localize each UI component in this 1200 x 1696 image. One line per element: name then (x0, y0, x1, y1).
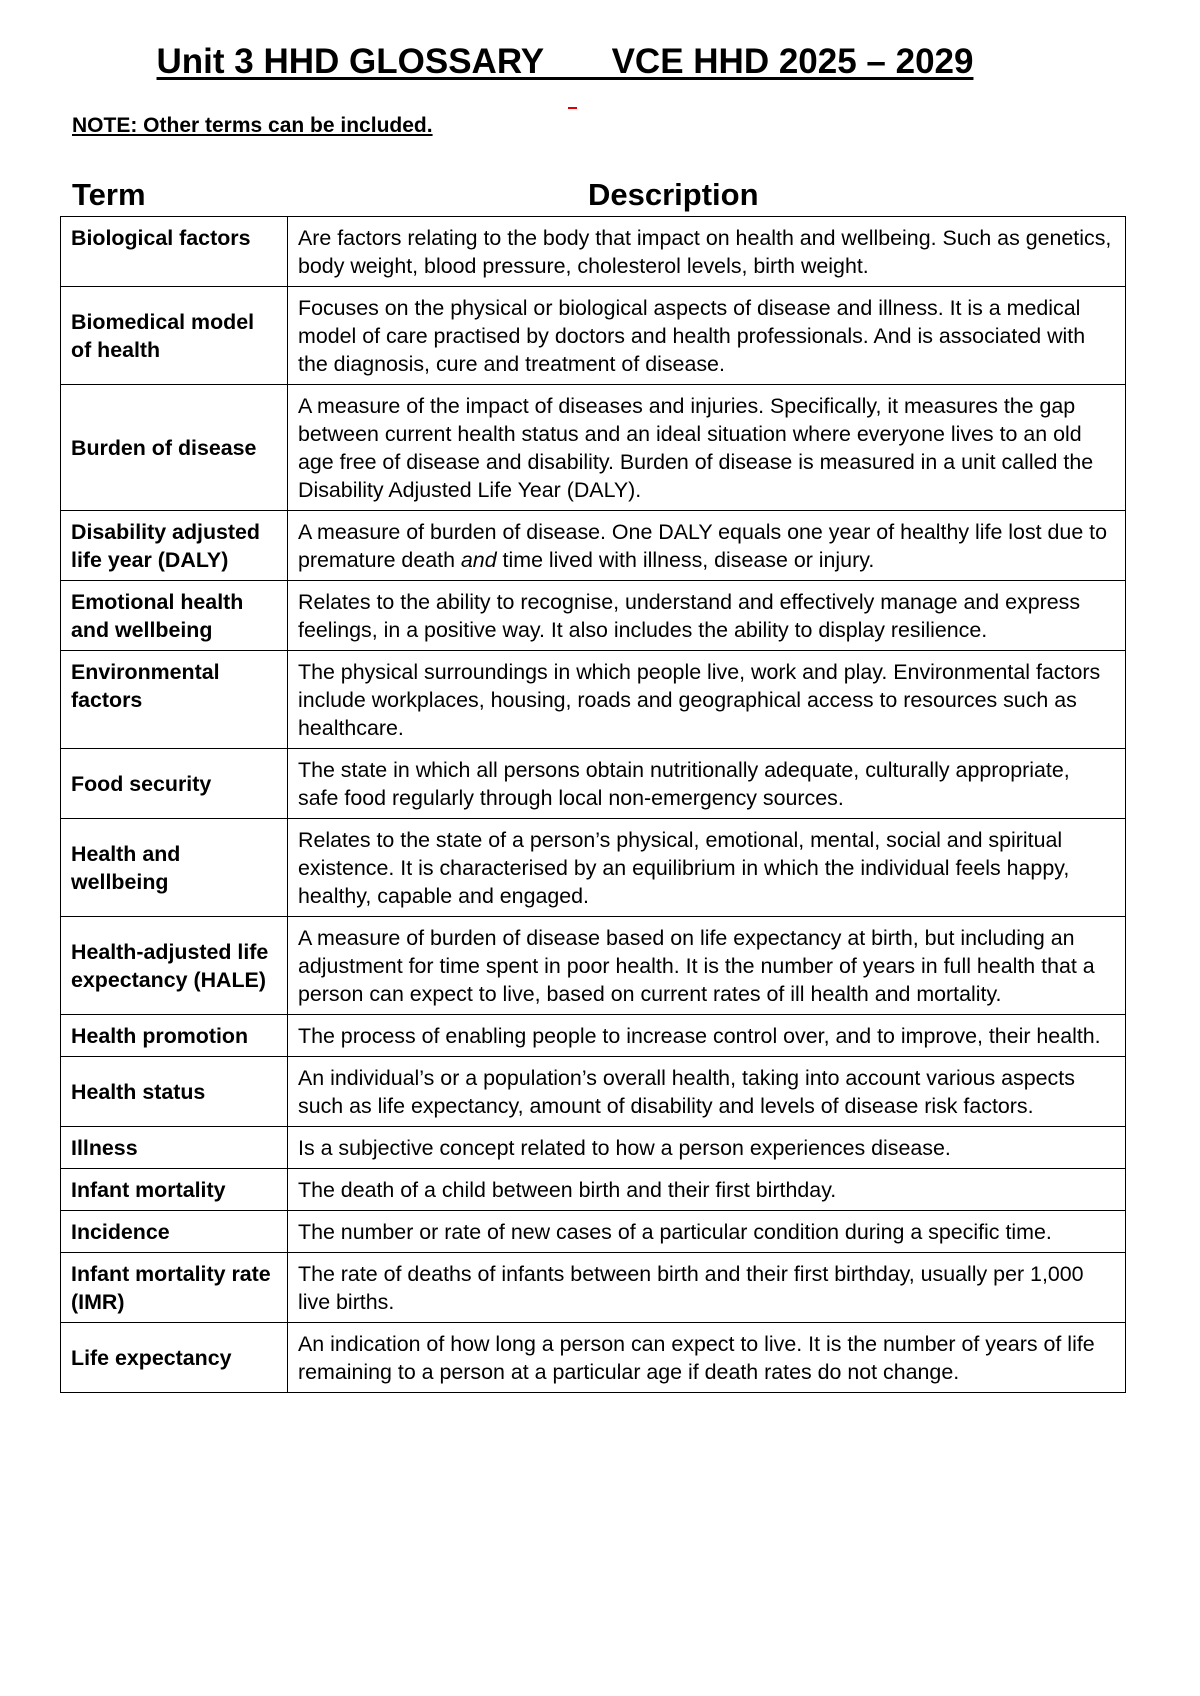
term-cell: Health promotion (61, 1015, 288, 1057)
page-title: Unit 3 HHD GLOSSARY VCE HHD 2025 – 2029 (156, 42, 974, 81)
term-cell: Biological factors (61, 217, 288, 287)
description-cell: A measure of the impact of diseases and injuries. Specifically, it measures the gap between current health status and an ideal situation where everyone lives to an old age free of disease and disability. Burden of disease is measured in a unit called the Disability Adjusted Life Year (DALY). (288, 385, 1126, 511)
description-cell: Relates to the state of a person’s physical, emotional, mental, social and spiritual existence. It is characterised by an equilibrium in which the individual feels happy, healthy, capable and engaged. (288, 819, 1126, 917)
glossary-table (60, 216, 1126, 1393)
term-cell: Burden of disease (61, 385, 288, 511)
description-cell: Are factors relating to the body that impact on health and wellbeing. Such as genetics, body weight, blood pressure, cholesterol levels, birth weight. (288, 217, 1126, 287)
table-row (61, 819, 1126, 917)
table-row (61, 749, 1126, 819)
table-row (61, 1323, 1126, 1393)
description-cell: A measure of burden of disease based on life expectancy at birth, but including an adjustment for time spent in poor health. It is the number of years in full health that a person can expect to live, based on current rates of ill health and mortality. (288, 917, 1126, 1015)
table-row (61, 511, 1126, 581)
description-cell: The physical surroundings in which people live, work and play. Environmental factors include workplaces, housing, roads and geographical access to resources such as healthcare. (288, 651, 1126, 749)
description-cell: An indication of how long a person can expect to live. It is the number of years of life remaining to a person at a particular age if death rates do not change. (288, 1323, 1126, 1393)
column-header-description: Description (588, 177, 759, 212)
table-row (61, 917, 1126, 1015)
description-cell: Relates to the ability to recognise, understand and effectively manage and express feelings, in a positive way. It also includes the ability to display resilience. (288, 581, 1126, 651)
description-cell: The number or rate of new cases of a particular condition during a specific time. (288, 1211, 1126, 1253)
table-row (61, 651, 1126, 749)
table-row (61, 1169, 1126, 1211)
description-cell: The rate of deaths of infants between birth and their first birthday, usually per 1,000 live births. (288, 1253, 1126, 1323)
term-cell: Infant mortality (61, 1169, 288, 1211)
table-row (61, 1253, 1126, 1323)
description-cell: Focuses on the physical or biological aspects of disease and illness. It is a medical model of care practised by doctors and health professionals. And is associated with the diagnosis, cure and treatment of disease. (288, 287, 1126, 385)
term-cell: Food security (61, 749, 288, 819)
table-row (61, 1015, 1126, 1057)
red-mark (568, 107, 577, 109)
table-row (61, 217, 1126, 287)
table-row (61, 1127, 1126, 1169)
term-cell: Disability adjusted life year (DALY) (61, 511, 288, 581)
term-cell: Biomedical model of health (61, 287, 288, 385)
term-cell: Environmental factors (61, 651, 288, 749)
table-row (61, 1057, 1126, 1127)
note: NOTE: Other terms can be included. (72, 114, 433, 137)
term-cell: Health status (61, 1057, 288, 1127)
table-row (61, 1211, 1126, 1253)
description-cell: The process of enabling people to increase control over, and to improve, their health. (288, 1015, 1126, 1057)
description-cell: Is a subjective concept related to how a person experiences disease. (288, 1127, 1126, 1169)
description-cell: The death of a child between birth and their first birthday. (288, 1169, 1126, 1211)
term-cell: Incidence (61, 1211, 288, 1253)
description-emphasis: and (460, 548, 497, 572)
term-cell: Life expectancy (61, 1323, 288, 1393)
term-cell: Infant mortality rate (IMR) (61, 1253, 288, 1323)
description-cell: The state in which all persons obtain nutritionally adequate, culturally appropriate, safe food regularly through local non-emergency sources. (288, 749, 1126, 819)
description-cell (288, 511, 1126, 581)
table-row (61, 385, 1126, 511)
term-cell: Illness (61, 1127, 288, 1169)
description-text: time lived with illness, disease or injury. (496, 548, 875, 572)
term-cell: Health-adjusted life expectancy (HALE) (61, 917, 288, 1015)
description-cell: An individual’s or a population’s overall health, taking into account various aspects such as life expectancy, amount of disability and levels of disease risk factors. (288, 1057, 1126, 1127)
term-cell: Emotional health and wellbeing (61, 581, 288, 651)
table-row (61, 581, 1126, 651)
column-header-term: Term (72, 177, 146, 212)
table-row (61, 287, 1126, 385)
description-text: A measure of burden of disease. One DALY equals one year of healthy life lost due to premature death (298, 520, 1107, 572)
term-cell: Health and wellbeing (61, 819, 288, 917)
